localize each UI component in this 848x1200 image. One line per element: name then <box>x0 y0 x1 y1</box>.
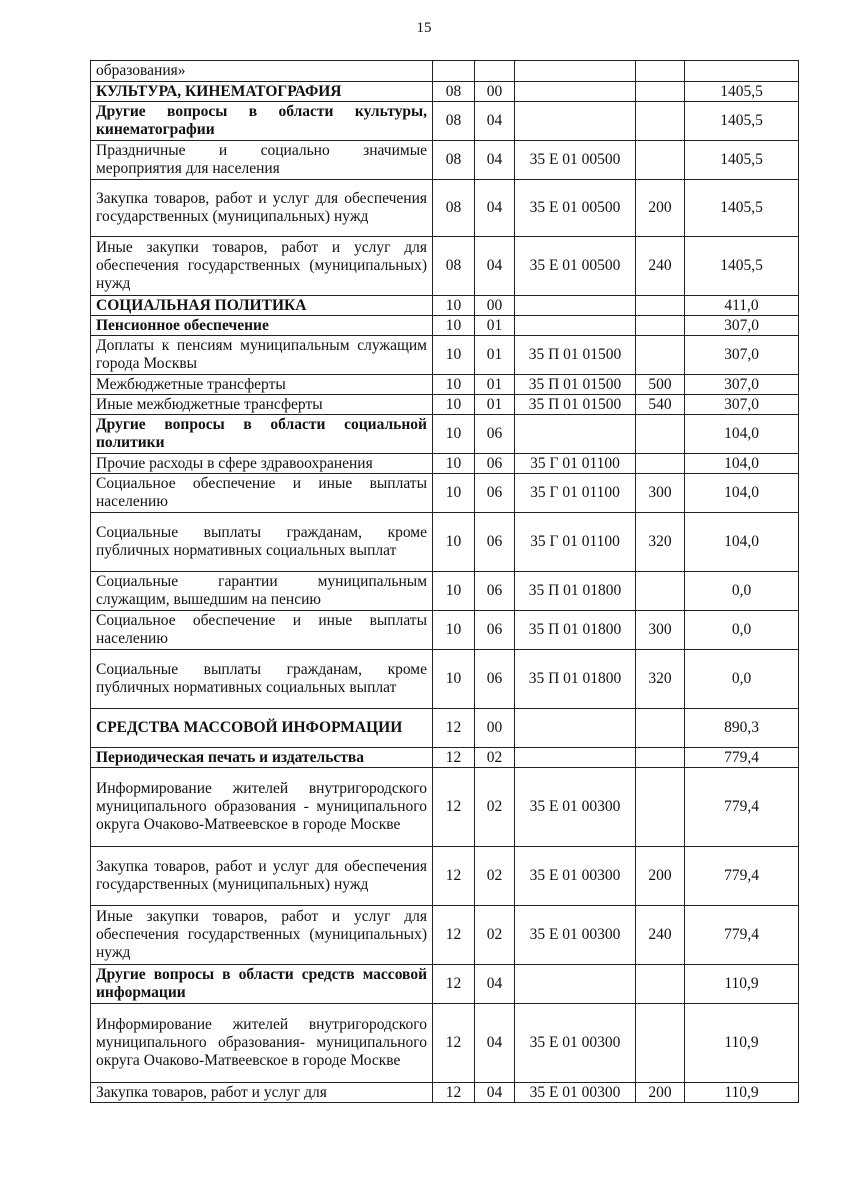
row-name-cell: Пенсионное обеспечение <box>91 316 433 336</box>
row-subsection-cell: 04 <box>475 237 515 296</box>
row-section-cell: 08 <box>433 102 475 141</box>
row-sum-cell: 104,0 <box>685 454 799 474</box>
row-name-cell: Иные закупки товаров, работ и услуг для обеспечения государственных (муниципальных) нужд <box>91 906 433 965</box>
row-article-cell: 35 П 01 01500 <box>515 336 636 375</box>
table-row <box>91 572 799 611</box>
row-subsection-cell: 00 <box>475 296 515 316</box>
row-subsection-cell: 01 <box>475 395 515 415</box>
row-subsection-cell <box>475 61 515 82</box>
row-article-cell: 35 Е 01 00500 <box>515 180 636 237</box>
budget-table-body <box>91 61 799 1103</box>
table-row <box>91 748 799 768</box>
row-sum-cell: 1405,5 <box>685 141 799 180</box>
row-subsection-cell: 06 <box>475 611 515 650</box>
table-row <box>91 650 799 709</box>
row-name-cell: КУЛЬТУРА, КИНЕМАТОГРАФИЯ <box>91 82 433 102</box>
row-type-cell: 200 <box>636 180 685 237</box>
row-sum-cell: 307,0 <box>685 375 799 395</box>
row-article-cell <box>515 415 636 454</box>
row-name-cell: Закупка товаров, работ и услуг для обеспечения государственных (муниципальных) нужд <box>91 847 433 906</box>
row-article-cell: 35 Г 01 01100 <box>515 474 636 513</box>
row-type-cell <box>636 296 685 316</box>
row-type-cell: 240 <box>636 906 685 965</box>
row-type-cell <box>636 709 685 748</box>
row-section-cell: 12 <box>433 847 475 906</box>
row-subsection-cell: 06 <box>475 513 515 572</box>
row-name-cell: Другие вопросы в области социальной политики <box>91 415 433 454</box>
row-type-cell <box>636 415 685 454</box>
row-name-cell: Закупка товаров, работ и услуг для <box>91 1083 433 1103</box>
row-subsection-cell: 06 <box>475 650 515 709</box>
row-article-cell <box>515 709 636 748</box>
table-row <box>91 415 799 454</box>
row-name-cell: Другие вопросы в области средств массовой информации <box>91 965 433 1004</box>
row-name-cell: Периодическая печать и издательства <box>91 748 433 768</box>
table-row <box>91 906 799 965</box>
row-subsection-cell: 06 <box>475 572 515 611</box>
row-subsection-cell: 02 <box>475 768 515 847</box>
table-row <box>91 847 799 906</box>
row-section-cell: 10 <box>433 474 475 513</box>
row-article-cell: 35 П 01 01800 <box>515 650 636 709</box>
table-row <box>91 237 799 296</box>
row-name-cell: Иные закупки товаров, работ и услуг для обеспечения государственных (муниципальных) нужд <box>91 237 433 296</box>
row-type-cell <box>636 1004 685 1083</box>
page-number: 15 <box>416 20 432 36</box>
row-sum-cell: 110,9 <box>685 965 799 1004</box>
row-article-cell <box>515 316 636 336</box>
row-section-cell: 12 <box>433 709 475 748</box>
table-row <box>91 454 799 474</box>
row-section-cell: 08 <box>433 141 475 180</box>
table-row <box>91 1083 799 1103</box>
row-subsection-cell: 00 <box>475 82 515 102</box>
row-sum-cell: 1405,5 <box>685 180 799 237</box>
row-article-cell: 35 Е 01 00300 <box>515 906 636 965</box>
row-subsection-cell: 06 <box>475 474 515 513</box>
row-subsection-cell: 04 <box>475 102 515 141</box>
row-sum-cell: 779,4 <box>685 847 799 906</box>
row-sum-cell: 0,0 <box>685 572 799 611</box>
row-article-cell: 35 Е 01 00300 <box>515 1004 636 1083</box>
row-type-cell <box>636 336 685 375</box>
row-section-cell: 10 <box>433 572 475 611</box>
row-sum-cell: 411,0 <box>685 296 799 316</box>
row-name-cell: Закупка товаров, работ и услуг для обеспечения государственных (муниципальных) нужд <box>91 180 433 237</box>
row-subsection-cell: 04 <box>475 141 515 180</box>
row-sum-cell: 779,4 <box>685 768 799 847</box>
row-sum-cell: 104,0 <box>685 415 799 454</box>
table-row <box>91 102 799 141</box>
row-sum-cell: 779,4 <box>685 748 799 768</box>
row-name-cell: Праздничные и социально значимые мероприятия для населения <box>91 141 433 180</box>
table-row <box>91 375 799 395</box>
row-sum-cell: 0,0 <box>685 650 799 709</box>
row-subsection-cell: 01 <box>475 316 515 336</box>
row-article-cell: 35 П 01 01800 <box>515 572 636 611</box>
row-name-cell: Доплаты к пенсиям муниципальным служащим города Москвы <box>91 336 433 375</box>
table-row <box>91 474 799 513</box>
row-type-cell <box>636 141 685 180</box>
row-type-cell <box>636 454 685 474</box>
row-article-cell: 35 Е 01 00500 <box>515 237 636 296</box>
row-subsection-cell: 06 <box>475 415 515 454</box>
row-subsection-cell: 02 <box>475 906 515 965</box>
row-sum-cell: 110,9 <box>685 1083 799 1103</box>
row-type-cell: 200 <box>636 847 685 906</box>
row-type-cell: 300 <box>636 474 685 513</box>
row-section-cell: 10 <box>433 415 475 454</box>
row-sum-cell: 1405,5 <box>685 82 799 102</box>
row-sum-cell: 110,9 <box>685 1004 799 1083</box>
row-type-cell <box>636 102 685 141</box>
row-type-cell <box>636 61 685 82</box>
row-article-cell: 35 Г 01 01100 <box>515 454 636 474</box>
row-article-cell: 35 Е 01 00300 <box>515 847 636 906</box>
row-name-cell: Другие вопросы в области культуры, кинематографии <box>91 102 433 141</box>
row-name-cell: Социальное обеспечение и иные выплаты населению <box>91 611 433 650</box>
row-section-cell: 10 <box>433 316 475 336</box>
row-sum-cell: 1405,5 <box>685 237 799 296</box>
row-name-cell: Социальные гарантии муниципальным служащим, вышедшим на пенсию <box>91 572 433 611</box>
row-type-cell: 200 <box>636 1083 685 1103</box>
row-article-cell <box>515 82 636 102</box>
row-subsection-cell: 01 <box>475 336 515 375</box>
row-type-cell <box>636 965 685 1004</box>
table-row <box>91 180 799 237</box>
row-section-cell: 10 <box>433 395 475 415</box>
row-name-cell: образования» <box>91 61 433 82</box>
table-row <box>91 513 799 572</box>
row-section-cell: 10 <box>433 513 475 572</box>
table-row <box>91 1004 799 1083</box>
row-type-cell <box>636 572 685 611</box>
row-name-cell: Социальные выплаты гражданам, кроме публичных нормативных социальных выплат <box>91 513 433 572</box>
row-subsection-cell: 06 <box>475 454 515 474</box>
table-row <box>91 82 799 102</box>
row-section-cell: 12 <box>433 768 475 847</box>
row-sum-cell: 1405,5 <box>685 102 799 141</box>
row-name-cell: Социальные выплаты гражданам, кроме публичных нормативных социальных выплат <box>91 650 433 709</box>
row-type-cell: 320 <box>636 650 685 709</box>
row-subsection-cell: 04 <box>475 965 515 1004</box>
row-section-cell: 12 <box>433 965 475 1004</box>
row-type-cell: 320 <box>636 513 685 572</box>
table-row <box>91 316 799 336</box>
row-subsection-cell: 04 <box>475 180 515 237</box>
row-section-cell: 10 <box>433 650 475 709</box>
row-sum-cell <box>685 61 799 82</box>
row-name-cell: Социальное обеспечение и иные выплаты населению <box>91 474 433 513</box>
row-section-cell <box>433 61 475 82</box>
row-section-cell: 12 <box>433 1083 475 1103</box>
row-name-cell: СОЦИАЛЬНАЯ ПОЛИТИКА <box>91 296 433 316</box>
row-section-cell: 10 <box>433 454 475 474</box>
row-name-cell: Иные межбюджетные трансферты <box>91 395 433 415</box>
table-row <box>91 768 799 847</box>
row-type-cell: 500 <box>636 375 685 395</box>
row-article-cell: 35 Е 01 00500 <box>515 141 636 180</box>
row-sum-cell: 104,0 <box>685 513 799 572</box>
row-section-cell: 12 <box>433 748 475 768</box>
table-row <box>91 709 799 748</box>
row-subsection-cell: 00 <box>475 709 515 748</box>
row-name-cell: Межбюджетные трансферты <box>91 375 433 395</box>
row-subsection-cell: 02 <box>475 847 515 906</box>
row-section-cell: 10 <box>433 611 475 650</box>
row-sum-cell: 307,0 <box>685 316 799 336</box>
row-type-cell <box>636 82 685 102</box>
row-name-cell: СРЕДСТВА МАССОВОЙ ИНФОРМАЦИИ <box>91 709 433 748</box>
table-row <box>91 965 799 1004</box>
row-subsection-cell: 02 <box>475 748 515 768</box>
row-article-cell: 35 П 01 01800 <box>515 611 636 650</box>
row-article-cell <box>515 748 636 768</box>
row-article-cell: 35 Е 01 00300 <box>515 1083 636 1103</box>
row-section-cell: 12 <box>433 906 475 965</box>
table-row <box>91 336 799 375</box>
row-subsection-cell: 04 <box>475 1004 515 1083</box>
row-type-cell <box>636 316 685 336</box>
row-article-cell <box>515 102 636 141</box>
row-sum-cell: 890,3 <box>685 709 799 748</box>
row-sum-cell: 104,0 <box>685 474 799 513</box>
row-article-cell: 35 П 01 01500 <box>515 375 636 395</box>
row-subsection-cell: 01 <box>475 375 515 395</box>
row-article-cell <box>515 61 636 82</box>
row-article-cell: 35 Г 01 01100 <box>515 513 636 572</box>
row-section-cell: 08 <box>433 237 475 296</box>
row-sum-cell: 779,4 <box>685 906 799 965</box>
row-name-cell: Прочие расходы в сфере здравоохранения <box>91 454 433 474</box>
table-row <box>91 141 799 180</box>
table-row <box>91 611 799 650</box>
row-article-cell <box>515 296 636 316</box>
row-type-cell: 300 <box>636 611 685 650</box>
row-type-cell: 540 <box>636 395 685 415</box>
table-row <box>91 61 799 82</box>
table-row <box>91 395 799 415</box>
row-name-cell: Информирование жителей внутригородского муниципального образования - муниципального округа Очаково-Матвеевское в городе Москве <box>91 768 433 847</box>
row-name-cell: Информирование жителей внутригородского муниципального образования- муниципального округа Очаково-Матвеевское в городе Москве <box>91 1004 433 1083</box>
row-section-cell: 08 <box>433 82 475 102</box>
row-article-cell <box>515 965 636 1004</box>
row-article-cell: 35 П 01 01500 <box>515 395 636 415</box>
row-article-cell: 35 Е 01 00300 <box>515 768 636 847</box>
row-subsection-cell: 04 <box>475 1083 515 1103</box>
row-type-cell: 240 <box>636 237 685 296</box>
row-type-cell <box>636 748 685 768</box>
row-section-cell: 10 <box>433 375 475 395</box>
row-type-cell <box>636 768 685 847</box>
table-row <box>91 296 799 316</box>
row-sum-cell: 0,0 <box>685 611 799 650</box>
row-sum-cell: 307,0 <box>685 336 799 375</box>
row-section-cell: 10 <box>433 336 475 375</box>
row-section-cell: 10 <box>433 296 475 316</box>
row-sum-cell: 307,0 <box>685 395 799 415</box>
row-section-cell: 12 <box>433 1004 475 1083</box>
budget-table <box>90 60 799 1103</box>
row-section-cell: 08 <box>433 180 475 237</box>
